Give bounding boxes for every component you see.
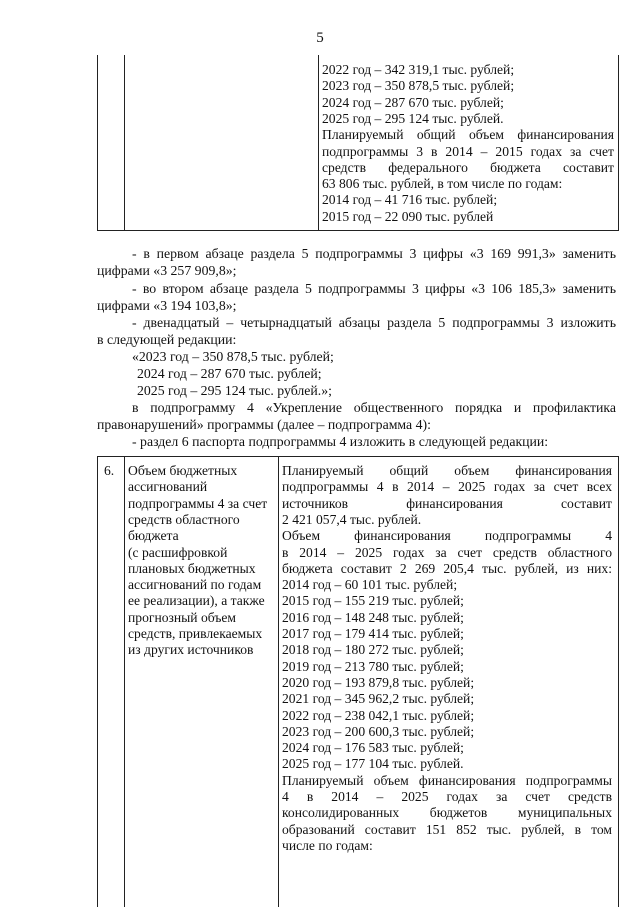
- table2-content-line-1: Планируемый общий объем финансирования: [282, 463, 612, 478]
- paragraph-5: - раздел 6 паспорта подпрограммы 4 изложить в следующей редакции:: [132, 434, 549, 449]
- table2-name-line-4: средств областного: [128, 511, 240, 527]
- table1-line-7: средств федерального бюджета составит: [322, 159, 614, 175]
- table2-content-line-21: 4 в 2014 – 2025 годах за счет средств: [282, 789, 612, 804]
- table1-line-2: 2023 год – 350 878,5 тыс. рублей;: [322, 78, 515, 94]
- table2-content-line-10: 2016 год – 148 248 тыс. рублей;: [282, 609, 464, 625]
- table2-name-line-12: из других источников: [128, 642, 254, 658]
- table2-content-line-17: 2023 год – 200 600,3 тыс. рублей;: [282, 723, 475, 739]
- table2-name-line-1: Объем бюджетных: [128, 463, 238, 478]
- table2-content-line-6: в 2014 – 2025 годах за счет средств областного: [282, 544, 612, 560]
- paragraph-4-line-1: в подпрограмму 4 «Укрепление общественного порядка и профилактика: [132, 400, 616, 415]
- table2-content-line-13: 2019 год – 213 780 тыс. рублей;: [282, 658, 464, 674]
- table2-name-line-3: подпрограммы 4 за счет: [128, 495, 268, 511]
- table2-content-line-2: подпрограммы 4 в 2014 – 2025 годах за счет всех: [282, 479, 612, 495]
- quote-line-2: 2024 год – 287 670 тыс. рублей;: [137, 366, 322, 381]
- table2-content-line-7: бюджета составит 2 269 205,4 тыс. рублей, из них:: [282, 560, 612, 576]
- table1-line-1: 2022 год – 342 319,1 тыс. рублей;: [322, 62, 515, 77]
- table2-name-line-10: прогнозный объем: [128, 609, 237, 625]
- table2-name-line-2: ассигнований: [128, 479, 208, 495]
- table2-content-line-11: 2017 год – 179 414 тыс. рублей;: [282, 626, 464, 641]
- table2-content-line-18: 2024 год – 176 583 тыс. рублей;: [282, 740, 464, 756]
- table2-content-line-19: 2025 год – 177 104 тыс. рублей.: [282, 756, 464, 772]
- table1-line-10: 2015 год – 22 090 тыс. рублей: [322, 208, 494, 224]
- paragraph-4-line-2: правонарушений» программы (далее – подпрограмма 4):: [97, 417, 431, 432]
- table2-name-line-7: плановых бюджетных: [128, 560, 256, 576]
- paragraph-3-line-2: в следующей редакции:: [97, 332, 237, 347]
- table2-content-line-12: 2018 год – 180 272 тыс. рублей;: [282, 642, 464, 658]
- table2-content-line-8: 2014 год – 60 101 тыс. рублей;: [282, 577, 458, 593]
- table1-line-4: 2025 год – 295 124 тыс. рублей.: [322, 110, 504, 126]
- table2-content-line-9: 2015 год – 155 219 тыс. рублей;: [282, 593, 464, 609]
- paragraph-2-line-1: - во втором абзаце раздела 5 подпрограммы 3 цифры «3 106 185,3» заменить: [132, 281, 616, 296]
- table2-content-line-3: источников финансирования составит: [282, 495, 612, 511]
- table2-content-line-24: числе по годам:: [282, 837, 373, 853]
- paragraph-2-line-2: цифрами «3 194 103,8»;: [97, 298, 237, 313]
- table2-content-line-16: 2022 год – 238 042,1 тыс. рублей;: [282, 707, 475, 723]
- quote-line-3: 2025 год – 295 124 тыс. рублей.»;: [137, 383, 332, 398]
- table2-content-line-4: 2 421 057,4 тыс. рублей.: [282, 511, 422, 527]
- table2-name-line-6: (с расшифровкой: [128, 544, 228, 560]
- table1-line-9: 2014 год – 41 716 тыс. рублей;: [322, 192, 498, 208]
- paragraph-1-line-2: цифрами «3 257 909,8»;: [97, 263, 237, 278]
- table1-line-8: 63 806 тыс. рублей, в том числе по годам:: [322, 176, 563, 192]
- paragraph-3-line-1: - двенадцатый – четырнадцатый абзацы раздела 5 подпрограммы 3 изложить: [132, 315, 616, 330]
- table2-content-line-23: образований составит 151 852 тыс. рублей, в том: [282, 821, 612, 837]
- table2-name-line-5: бюджета: [128, 528, 179, 544]
- table2-content-line-5: Объем финансирования подпрограммы 4: [282, 528, 612, 544]
- table2-name-line-9: ее реализации), а также: [128, 593, 265, 609]
- table2-name-line-11: средств, привлекаемых: [128, 626, 263, 641]
- table1-line-5: Планируемый общий объем финансирования: [322, 127, 614, 143]
- quote-line-1: «2023 год – 350 878,5 тыс. рублей;: [132, 349, 334, 364]
- table1-line-3: 2024 год – 287 670 тыс. рублей;: [322, 94, 504, 110]
- row-number: 6.: [104, 463, 115, 478]
- page-number: 5: [316, 30, 324, 46]
- table1-line-6: подпрограммы 3 в 2014 – 2015 годах за счет: [322, 143, 614, 159]
- paragraph-1-line-1: - в первом абзаце раздела 5 подпрограммы 3 цифры «3 169 991,3» заменить: [132, 246, 616, 261]
- table2-name-line-8: ассигнований по годам: [128, 577, 262, 593]
- table2-content-line-15: 2021 год – 345 962,2 тыс. рублей;: [282, 691, 475, 707]
- table2-content-line-20: Планируемый объем финансирования подпрограммы: [282, 772, 612, 788]
- table2-content-line-14: 2020 год – 193 879,8 тыс. рублей;: [282, 674, 475, 690]
- table2-content-line-22: консолидированных бюджетов муниципальных: [282, 805, 612, 821]
